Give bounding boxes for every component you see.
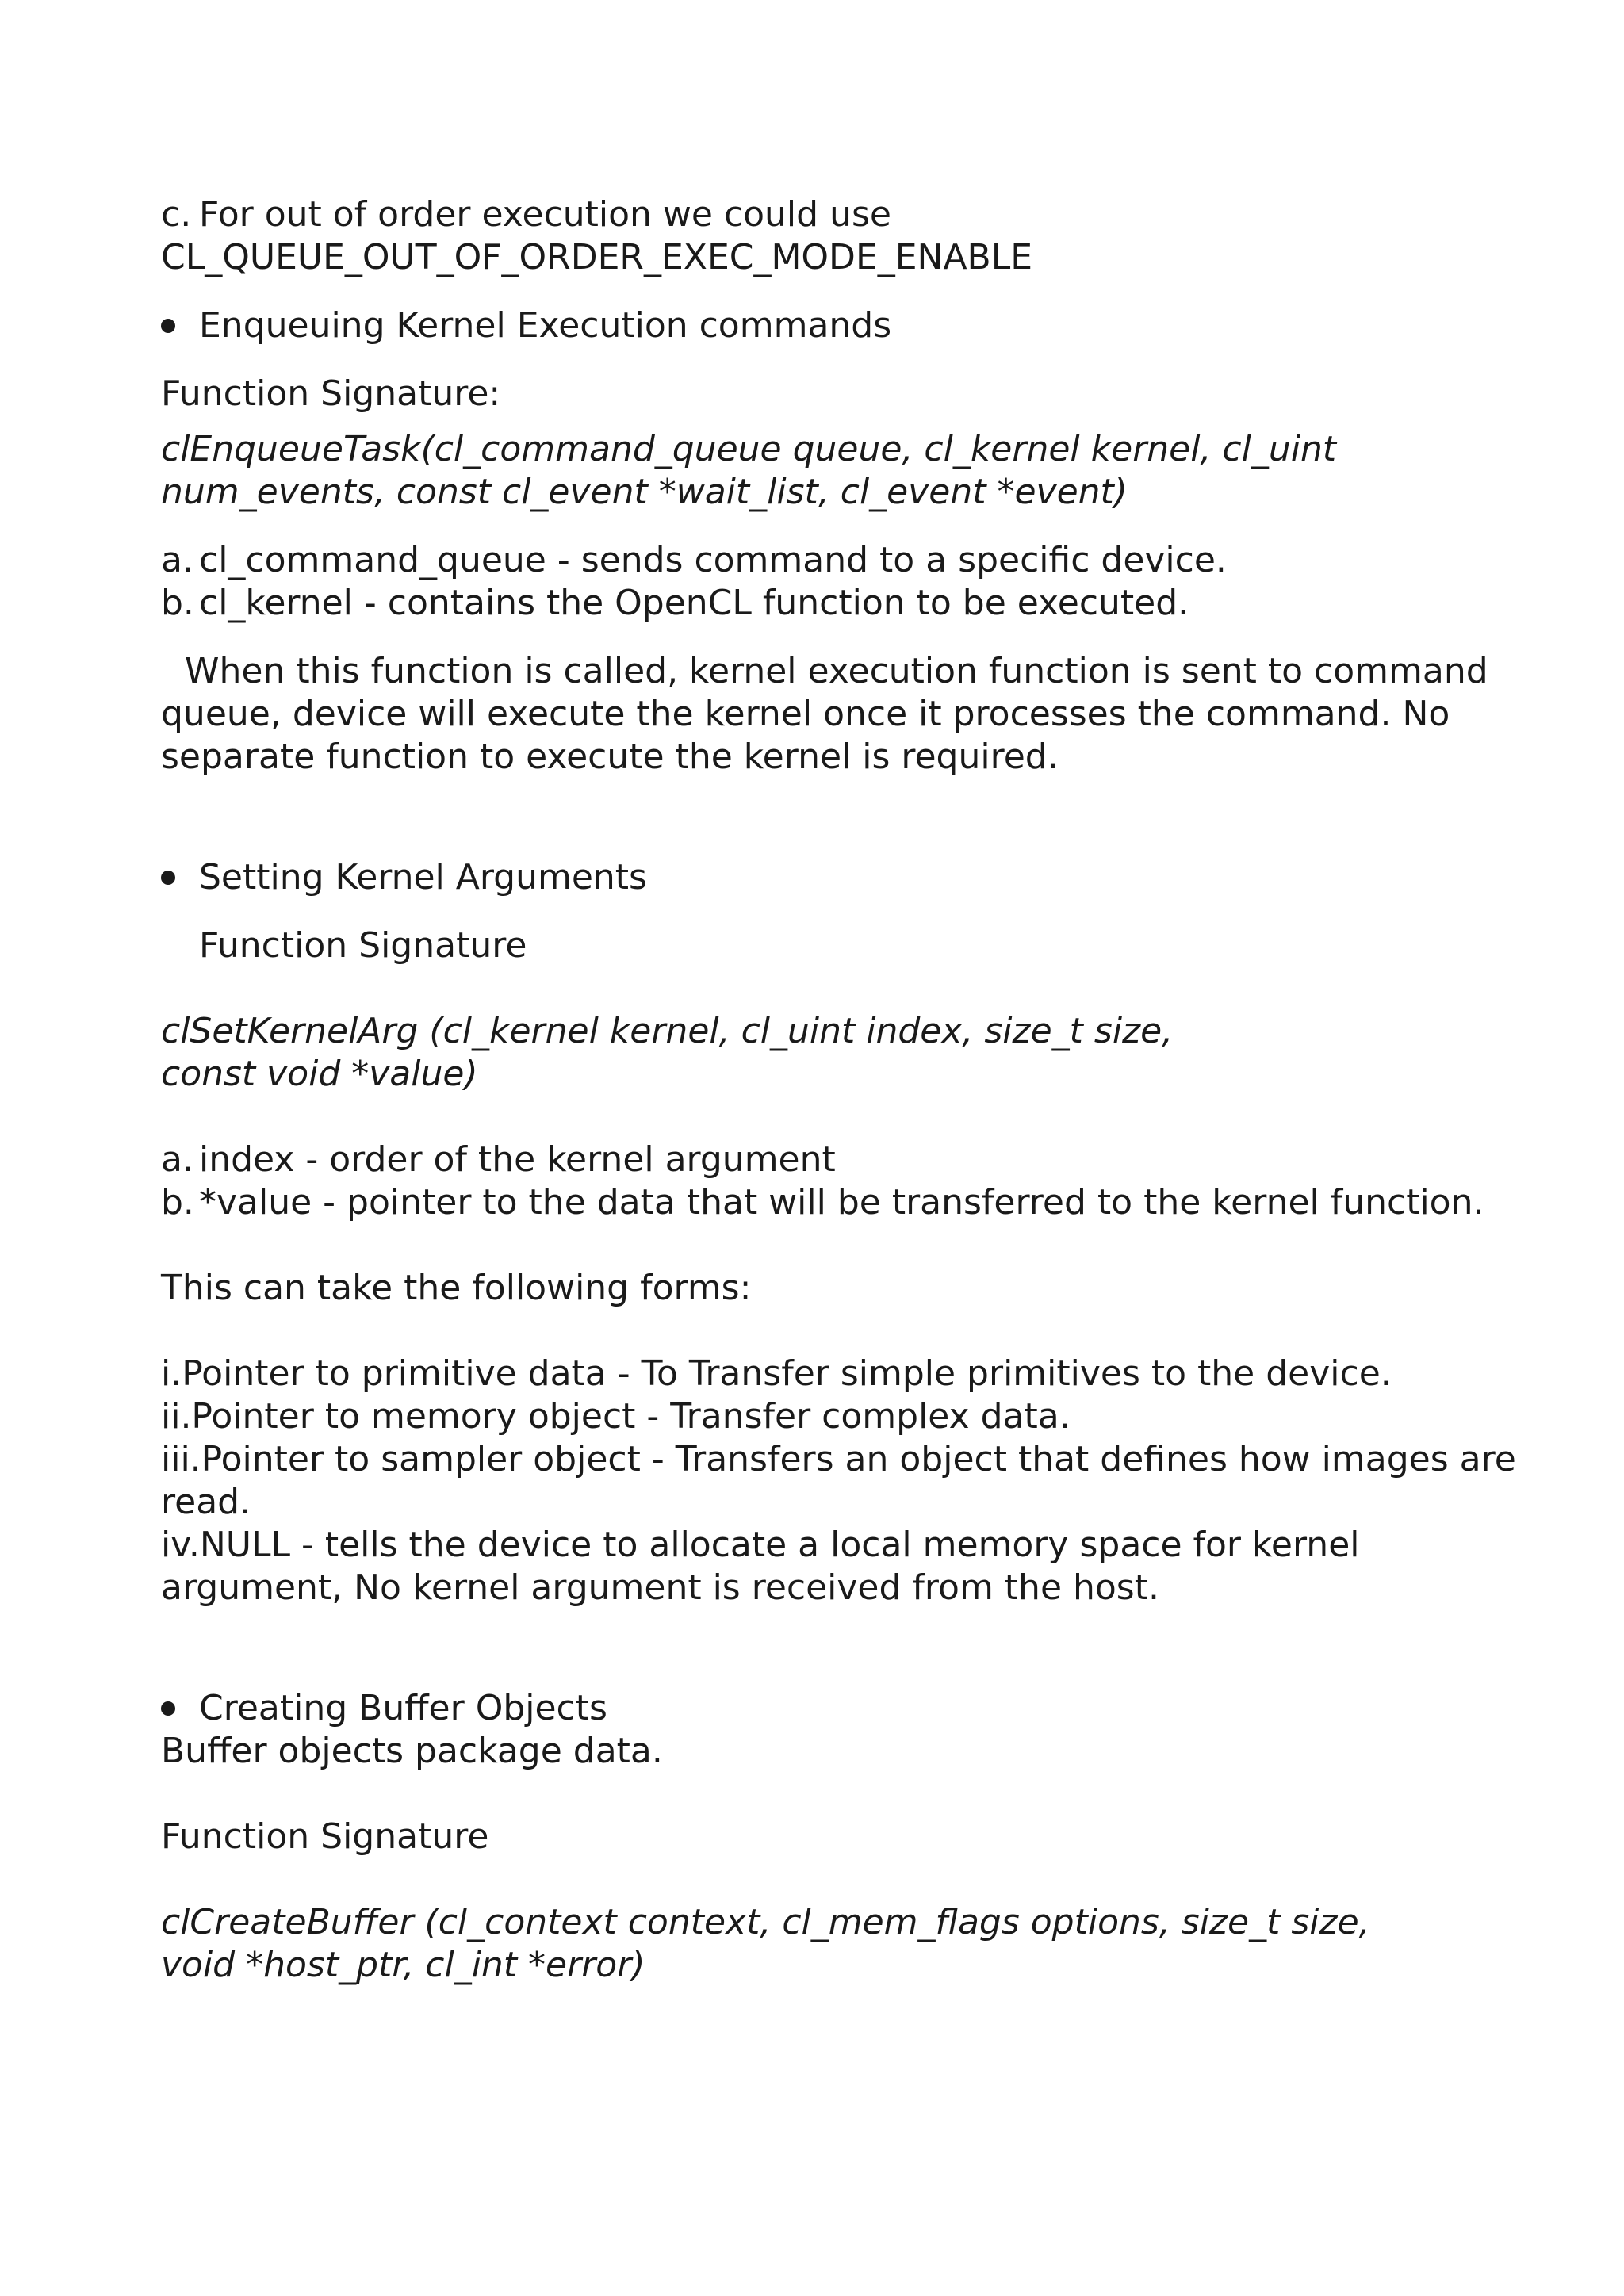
forms-line: iv.NULL - tells the device to allocate a local memory space for kernel xyxy=(161,1525,1360,1565)
list-item xyxy=(161,1181,1509,1224)
bullet-icon xyxy=(161,1701,175,1716)
signature-label: Function Signature: xyxy=(161,373,501,414)
document-page xyxy=(161,193,1516,1987)
signature-line: const void *value) xyxy=(161,1054,478,1094)
list-marker: c. xyxy=(161,194,192,235)
list-item-text: cl_kernel - contains the OpenCL function to be executed. xyxy=(199,583,1189,623)
section-heading-enqueue xyxy=(161,304,1509,347)
signature-line: clEnqueueTask(cl_command_queue queue, cl_kernel kernel, cl_uint xyxy=(161,429,1337,469)
paragraph xyxy=(161,650,1509,779)
list-item-text: cl_command_queue - sends command to a specific device. xyxy=(199,540,1227,580)
bullet-icon xyxy=(161,319,175,333)
list-marker: b. xyxy=(161,1182,194,1223)
list-item xyxy=(161,1138,1509,1181)
section-subtext: Buffer objects package data. xyxy=(161,1731,663,1771)
list-item xyxy=(161,582,1509,625)
signature-line: clCreateBuffer (cl_context context, cl_mem_flags options, size_t size, xyxy=(161,1902,1370,1942)
signature-line: num_events, const cl_event *wait_list, cl_event *event) xyxy=(161,472,1128,512)
section-heading-text: Creating Buffer Objects xyxy=(199,1688,607,1728)
section-heading-setargs xyxy=(161,856,1509,899)
list-marker: b. xyxy=(161,583,194,623)
list-item-c xyxy=(161,193,1509,236)
constant-name: CL_QUEUE_OUT_OF_ORDER_EXEC_MODE_ENABLE xyxy=(161,237,1033,277)
forms-line: read. xyxy=(161,1482,251,1522)
forms-line: ii.Pointer to memory object - Transfer complex data. xyxy=(161,1396,1071,1437)
section-heading-text: Enqueuing Kernel Execution commands xyxy=(199,305,892,346)
signature-line: clSetKernelArg (cl_kernel kernel, cl_uint index, size_t size, xyxy=(161,1011,1174,1051)
list-item xyxy=(161,539,1509,582)
bullet-icon xyxy=(161,871,175,885)
paragraph-line: queue, device will execute the kernel once it processes the command. No xyxy=(161,694,1450,734)
list-marker: a. xyxy=(161,1139,193,1180)
forms-intro: This can take the following forms: xyxy=(161,1268,752,1308)
list-marker: a. xyxy=(161,540,193,580)
section-heading-buffer xyxy=(161,1687,1509,1730)
forms-line: argument, No kernel argument is received from the host. xyxy=(161,1567,1159,1608)
signature-label: Function Signature xyxy=(199,925,527,966)
list-item-text: *value - pointer to the data that will be transferred to the kernel function. xyxy=(199,1182,1484,1223)
list-item-text: For out of order execution we could use xyxy=(199,194,891,235)
signature-label: Function Signature xyxy=(161,1816,489,1857)
forms-line: i.Pointer to primitive data - To Transfer simple primitives to the device. xyxy=(161,1353,1392,1394)
forms-list xyxy=(161,1353,1516,1609)
signature-line: void *host_ptr, cl_int *error) xyxy=(161,1945,645,1985)
section-heading-text: Setting Kernel Arguments xyxy=(199,857,647,897)
paragraph-line: When this function is called, kernel execution function is sent to command xyxy=(185,651,1488,691)
forms-line: iii.Pointer to sampler object - Transfers an object that defines how images are xyxy=(161,1439,1516,1479)
list-item-text: index - order of the kernel argument xyxy=(199,1139,836,1180)
paragraph-line: separate function to execute the kernel is required. xyxy=(161,737,1059,777)
